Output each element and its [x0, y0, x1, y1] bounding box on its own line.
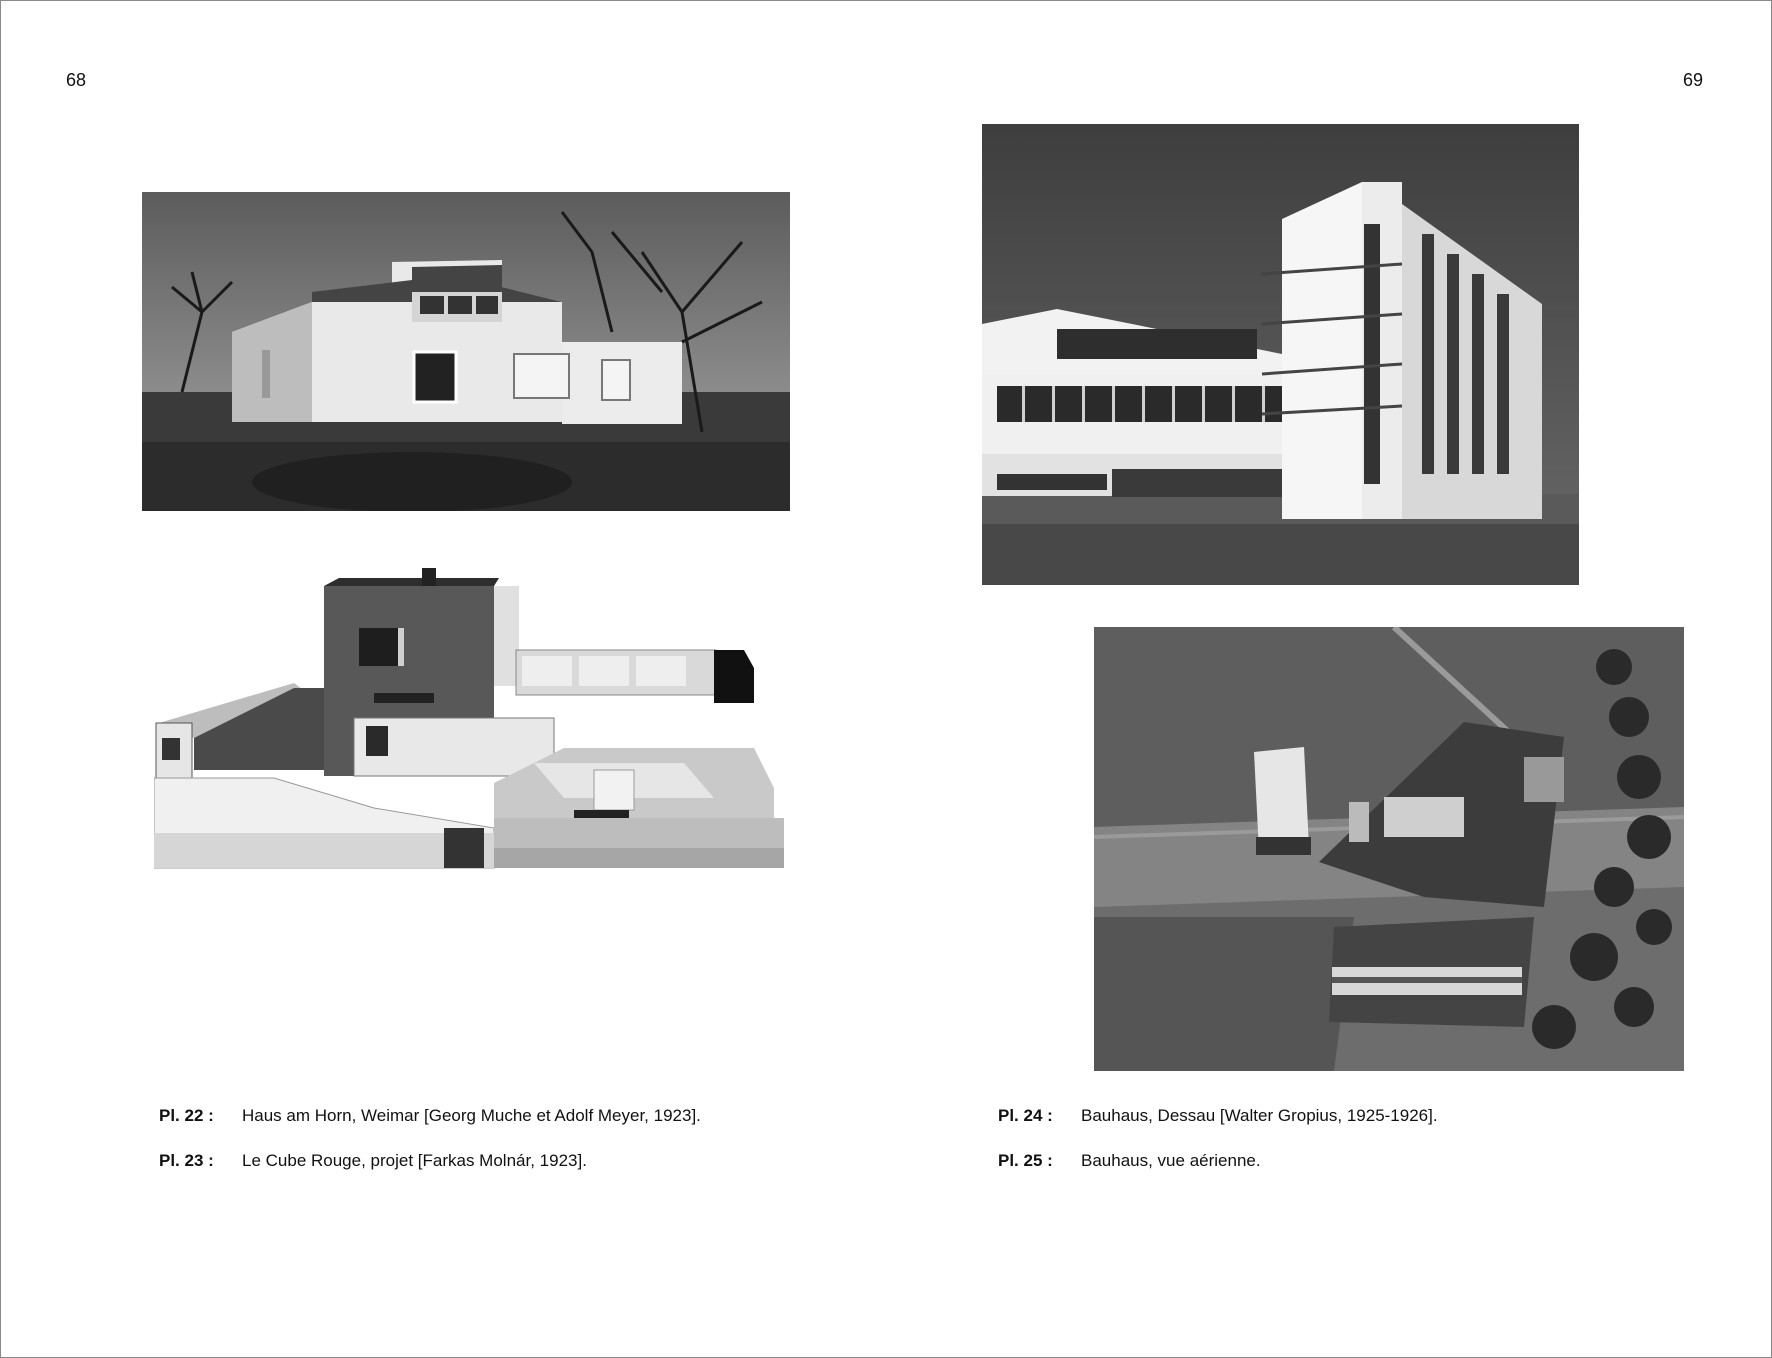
photo-cube-rouge-model	[154, 538, 794, 886]
caption-pl23	[159, 1151, 587, 1171]
caption-label: Pl. 24 :	[998, 1106, 1053, 1125]
photo-bauhaus-dessau	[982, 124, 1579, 585]
photo-haus-am-horn	[142, 192, 790, 511]
caption-text: Bauhaus, Dessau [Walter Gropius, 1925-1926].	[1081, 1106, 1438, 1125]
page-number-left: 68	[66, 70, 87, 90]
caption-pl22	[159, 1106, 701, 1126]
page-number-right: 69	[1683, 70, 1704, 90]
caption-text: Haus am Horn, Weimar [Georg Muche et Adolf Meyer, 1923].	[242, 1106, 701, 1125]
caption-label: Pl. 22 :	[159, 1106, 214, 1125]
photo-bauhaus-aerial	[1094, 627, 1684, 1071]
caption-label: Pl. 25 :	[998, 1151, 1053, 1170]
caption-text: Bauhaus, vue aérienne.	[1081, 1151, 1261, 1170]
caption-label: Pl. 23 :	[159, 1151, 214, 1170]
caption-pl24	[998, 1106, 1438, 1126]
caption-pl25	[998, 1151, 1261, 1171]
caption-text: Le Cube Rouge, projet [Farkas Molnár, 1923].	[242, 1151, 587, 1170]
